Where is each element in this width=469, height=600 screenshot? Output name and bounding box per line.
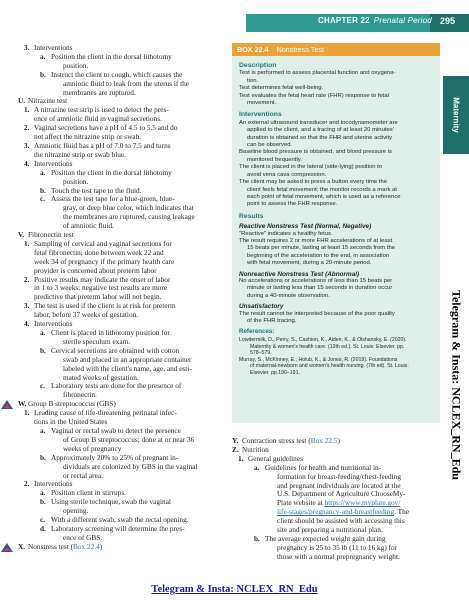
outline-text: of amniotic fluid. — [63, 221, 114, 231]
reference-line: Maternity & women's health care. (12th ed.). St. Louis: Elsevier. pp. — [250, 343, 405, 350]
box-subheading: Nonreactive Nonstress Test (Abnormal) — [239, 270, 360, 278]
outline-marker: 2. — [24, 123, 30, 133]
outline-text: gray, or deep blue color, which indicates that — [63, 203, 194, 213]
outline-text: Fibronectin test — [28, 230, 74, 240]
outline-text: General guidelines — [248, 453, 303, 463]
outline-text: life-stages/pregnancy-and-breastfeeding. The — [277, 507, 409, 517]
outline-text: Laboratory tests are done for the presence of — [51, 381, 182, 391]
box-references — [239, 329, 434, 376]
outline-text: the membranes are ruptured, causing leakage — [63, 212, 195, 222]
box-text-line: of the FHR tracing. — [247, 318, 297, 324]
outline-text: position. — [63, 176, 89, 186]
priority-alert-icon — [1, 543, 13, 552]
outline-text: Position the client in the dorsal lithotomy — [51, 51, 172, 61]
web-link[interactable]: life-stages/pregnancy-and-breastfeeding — [277, 507, 395, 517]
priority-alert-icon — [1, 400, 13, 409]
outline-text: labor, before 37 weeks of gestation. — [34, 310, 139, 320]
outline-marker: 1. — [238, 453, 244, 463]
outline-marker: X. — [18, 541, 26, 551]
outline-marker: a. — [254, 462, 260, 472]
watermark-vertical: Telegram & Insta: NCLEX_RN_Edu — [449, 290, 464, 480]
web-link[interactable]: https://www.myplate.gov/ — [324, 498, 401, 508]
outline-text: Using sterile technique, swab the vaginal — [51, 497, 171, 507]
outline-marker: b. — [40, 69, 46, 79]
outline-text: Laboratory screening will determine the pres- — [51, 523, 185, 533]
outline-text: mated weeks of gestation. — [63, 372, 139, 382]
outline-text: Vaginal or rectal swab to detect the presence — [51, 425, 181, 435]
box-body — [232, 56, 440, 377]
outline-marker: d. — [40, 523, 46, 533]
page-header — [0, 0, 469, 41]
box-text-line: tion. — [247, 77, 259, 84]
outline-marker: b. — [40, 185, 46, 195]
outline-text: in 1 to 3 weeks; negative test results are more — [34, 283, 168, 293]
box-text-line: duration is obtained so that the FHR and uterine activity — [247, 134, 393, 141]
outline-marker: a. — [40, 51, 46, 61]
outline-line — [18, 498, 224, 507]
outline-marker: b. — [40, 452, 46, 462]
outline-text: Interventions — [34, 43, 73, 52]
outline-text: of Group B streptococcus; done at or near 36 — [63, 434, 195, 444]
outline-text: Group B streptococcus (GBS) — [28, 399, 116, 409]
page-number: 295 — [440, 16, 456, 26]
outline-text: swab and placed in an appropriate container — [63, 354, 192, 364]
outline-marker: 1. — [24, 238, 30, 248]
outline-text: site and preparing a nutritional plan. — [277, 525, 383, 535]
outline-text: Nutrition — [242, 444, 269, 454]
box-text-line: point to assess the FHR response. — [247, 201, 338, 208]
outline-text: not affect the nitrazine strip or swab. — [34, 132, 142, 142]
outline-text: Vaginal secretions have a pH of 4.5 to 5.5 and do — [34, 123, 178, 133]
box-text-line: The client is placed in the lateral (side-lying) position to — [239, 164, 383, 171]
box-text-line: monitored frequently. — [247, 156, 302, 163]
outline-marker: c. — [40, 194, 46, 204]
outline-text: pregnancy is 25 to 35 lb (11 to 16 kg) for — [277, 542, 398, 552]
outline-text: weeks of pregnancy — [63, 443, 122, 453]
outline-marker: 2. — [24, 274, 30, 284]
outline-text: opening. — [63, 506, 89, 516]
outline-marker: a. — [40, 488, 46, 498]
outline-text: amniotic fluid to leak from the uterus if the — [63, 78, 190, 88]
box-text-line: applied to the client, and a tracing of at least 20 minutes' — [247, 127, 394, 134]
outline-text: Interventions — [34, 479, 73, 489]
outline-marker: c. — [40, 381, 46, 391]
box-text-line: Baseline blood pressure is obtained, and blood pressure is — [239, 149, 392, 156]
box-section-heading: Description — [239, 62, 277, 69]
box-number: BOX 22.4 — [237, 45, 269, 54]
outline-text: Interventions — [34, 158, 73, 168]
references-heading: References: — [239, 328, 275, 336]
box-text-line: each point of fetal movement, which is used as a reference — [247, 193, 401, 200]
box-text-line: The result cannot be interpreted because of the poor quality — [239, 310, 395, 317]
outline-marker: 1. — [24, 408, 30, 418]
box-subheading: Unsatisfactory — [239, 303, 284, 311]
outline-line — [18, 53, 224, 62]
outline-text: Plate website at https://www.myplate.gov/ — [277, 498, 401, 508]
box-text-line: "Reactive" indicates a healthy fetus. — [239, 230, 333, 237]
outline-text: the nitrazine strip or swab blue. — [34, 149, 126, 159]
box-text-line: can be observed. — [247, 142, 293, 149]
outline-text: The test is used if the client is at risk for preterm — [34, 301, 176, 311]
outline-marker: W. — [18, 399, 27, 409]
outline-text: provider is concerned about preterm labor — [34, 265, 157, 275]
outline-text: Position the client in the dorsal lithotomy — [51, 167, 172, 177]
box-text-line: beginning of the acceleration to the end, in association — [247, 252, 390, 259]
box-header — [232, 43, 440, 56]
chapter-title: Prenatal Period — [373, 16, 432, 25]
outline-text: Amniotic fluid has a pH of 7.0 to 7.5 and turns — [34, 140, 171, 150]
box-section-heading: Interventions — [239, 111, 282, 119]
reference-line: Murray, S., McKinney, E., Holub, K., & Jones, R. (2019). Foundations — [239, 356, 398, 363]
outline-text: and pregnant individuals are located at the — [277, 480, 401, 490]
outline-text: or rectal area. — [63, 470, 103, 480]
outline-text: Approximately 20% to 25% of pregnant in- — [51, 452, 179, 462]
outline-marker: a. — [40, 328, 46, 337]
outline-marker: Y. — [232, 436, 239, 445]
outline-text: Position client in stirrups. — [51, 488, 126, 498]
outline-marker: b. — [40, 497, 46, 507]
outline-line — [18, 463, 224, 472]
outline-line — [18, 169, 224, 178]
box-text-line: 15 beats per minute, lasting at least 15 seconds from the — [247, 245, 396, 252]
outline-text: dividuals are colonized by GBS in the vaginal — [63, 461, 198, 471]
outline-marker: b. — [40, 345, 46, 355]
outline-text: ence of GBS. — [63, 532, 103, 542]
outline-text: position. — [63, 60, 89, 70]
outline-text: sterile speculum exam. — [63, 336, 131, 346]
box-section-heading: Results — [239, 212, 264, 220]
outline-text: Interventions — [34, 319, 73, 329]
outline-text: With a different swab, swab the rectal opening. — [51, 515, 189, 525]
outline-text: The average expected weight gain during — [265, 533, 386, 543]
outline-marker: 3. — [24, 140, 30, 150]
outline-marker: U. — [18, 96, 26, 106]
outline-text: U.S. Department of Agriculture ChooseMy- — [277, 489, 406, 499]
outline-marker: a. — [40, 425, 46, 435]
outline-text: A nitrazine test strip is used to detect the pres- — [34, 105, 169, 115]
outline-text: fibronectin. — [63, 390, 97, 400]
box-text-line: The client may be asked to press a button every time the — [239, 179, 387, 186]
box-text-line: No accelerations or accelerations of less than 15 beats per — [239, 277, 393, 284]
outline-text: Instruct the client to cough, which causes the — [51, 69, 183, 79]
outline-line — [232, 553, 444, 562]
outline-marker: a. — [40, 167, 46, 177]
box-text-line: avoid vena cava compression. — [247, 171, 327, 178]
outline-text: Client is placed in lithotomy position for — [51, 328, 170, 337]
box-text-line: The result requires 2 or more FHR accelerations of at least — [239, 237, 393, 244]
box-subheading: Reactive Nonstress Test (Normal, Negative) — [239, 223, 372, 231]
outline-text: Nonstress test (Box 22.4) — [28, 541, 103, 551]
outline-text: fetal fibronectin; done between week 22 and — [34, 247, 164, 257]
outline-marker: c. — [40, 515, 46, 525]
box-reference-link[interactable]: Box 22.4 — [73, 541, 100, 551]
box-text-line: minute or lasting less than 15 seconds in duration occur — [247, 285, 393, 292]
outline-text: client should be assisted with accessing this — [277, 516, 405, 526]
box-text-line: An external ultrasound transducer and tocodynamometer are — [239, 119, 398, 126]
box-text-line: movement. — [247, 100, 277, 107]
outline-text: ence of amniotic fluid in vaginal secretions. — [34, 114, 162, 124]
outline-text: Cervical secretions are obtained with cotton — [51, 345, 180, 355]
outline-marker: 4. — [24, 319, 30, 329]
box-22-4 — [232, 43, 440, 423]
reference-line: of maternal-newborn and women's health nursing. (7th ed). St. Louis: — [250, 363, 409, 370]
outline-marker: b. — [254, 533, 260, 543]
outline-text: tions in the United States — [34, 417, 108, 427]
outline-text: Guidelines for health and nutritional in- — [265, 462, 382, 472]
section-side-tab: Maternity — [443, 76, 469, 154]
outline-text: those with a normal prepregnancy weight. — [277, 551, 400, 561]
box-text-line: during a 40-minute observation. — [247, 292, 330, 299]
outline-text: Contraction stress test (Box 22.5) — [242, 436, 340, 445]
outline-marker: 2. — [24, 479, 30, 489]
box-text-line: with fetal movement, during a 20-minute period. — [247, 260, 372, 267]
outline-line — [18, 543, 224, 552]
outline-marker: 3. — [24, 43, 30, 52]
box-text-line: Test is performed to assess placental function and oxygena- — [239, 70, 396, 77]
outline-text: predictive that preterm labor will not begin. — [34, 292, 162, 302]
outline-text: Sampling of cervical and vaginal secretions for — [34, 238, 172, 248]
outline-text: membranes are ruptured. — [63, 87, 136, 97]
outline-text: labeled with the client's name, age, and esti- — [63, 363, 192, 373]
reference-line: Lowdermilk, D., Perry, S., Cashion, K., Alden, K., & Olshansky, E. (2020). — [239, 337, 407, 343]
right-column — [232, 437, 444, 562]
outline-text: Leading cause of life-threatening perinatal infec- — [34, 408, 177, 418]
box-text-line: Test determines fetal well-being. — [239, 85, 324, 92]
watermark-bottom: Telegram & Insta: NCLEX_RN_Edu — [151, 584, 318, 595]
reference-line: Elsevier. pp.190–191. — [250, 369, 300, 376]
chapter-label: CHAPTER 22 Prenatal Period — [318, 16, 432, 25]
box-text-line: Test evaluates the fetal heart rate (FHR) response to fetal — [239, 92, 389, 99]
outline-marker: Z. — [232, 444, 239, 454]
outline-text: week 34 of pregnancy if the primary health care — [34, 256, 175, 266]
reference-line: 578–579. — [250, 350, 272, 357]
outline-line — [18, 525, 224, 534]
outline-marker: 4. — [24, 158, 30, 168]
box-title: Nonstress Test — [276, 45, 324, 54]
outline-line — [18, 213, 224, 222]
outline-text: Positive results may indicate the onset of labor — [34, 274, 171, 284]
outline-text: Nitrazine test — [28, 96, 68, 106]
outline-marker: 1. — [24, 105, 30, 115]
box-text-line: client feels fetal movement; the monitor records a mark at — [247, 186, 397, 193]
outline-marker: 3. — [24, 301, 30, 311]
box-reference-link[interactable]: Box 22.5 — [310, 436, 338, 445]
outline-line — [18, 382, 224, 391]
outline-text: formation for breast-feeding/chest-feeding — [277, 471, 401, 481]
outline-marker: V. — [18, 230, 25, 240]
outline-text: Assess the test tape for a blue-green, blue- — [51, 194, 175, 204]
left-column — [18, 44, 224, 552]
outline-text: Touch the test tape to the fluid. — [51, 185, 142, 195]
